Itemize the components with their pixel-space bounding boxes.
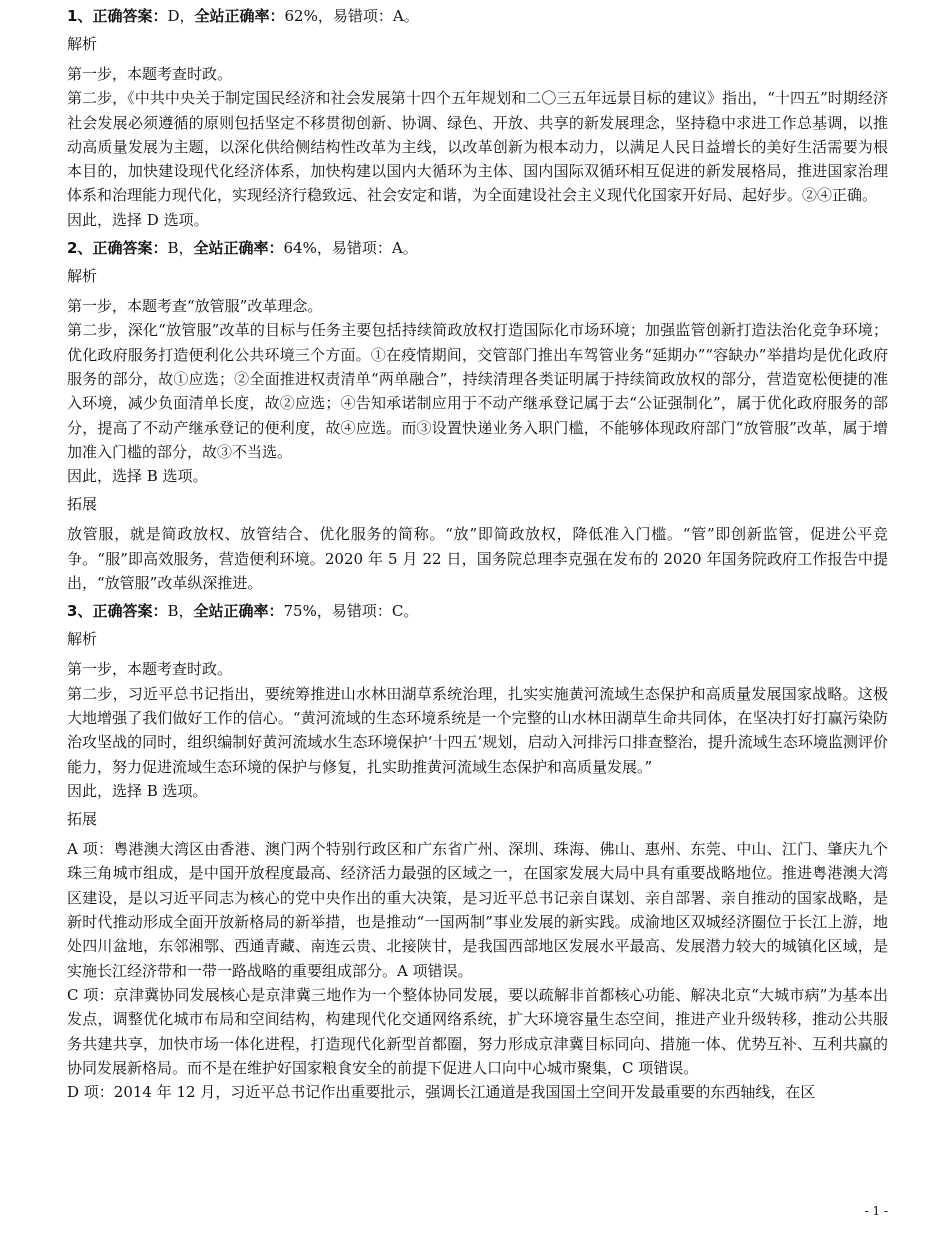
question-3-header (67, 599, 888, 623)
question-2-header (67, 236, 888, 260)
question-number: 3、 (67, 602, 93, 621)
analysis-conclusion: 因此，选择 D 选项。 (67, 210, 209, 229)
analysis-paragraph: 第一步，本题考查“放管服”改革理念。 (67, 297, 323, 316)
answer-value: D (167, 7, 180, 25)
accuracy-label: 全站正确率： (194, 7, 285, 25)
question-1 (67, 4, 888, 232)
common-mistake: ，易错项：C。 (316, 602, 419, 621)
common-mistake: ，易错项：A。 (316, 239, 418, 258)
extension-paragraph-d: D 项：2014 年 12 月，习近平总书记作出重要批示，强调长江通道是我国国土空间开发最重要的东西轴线，在区 (67, 1083, 816, 1102)
question-2 (67, 236, 888, 595)
accuracy-label: 全站正确率： (193, 602, 284, 621)
question-3 (67, 599, 888, 1104)
analysis-label: 解析 (67, 35, 98, 53)
extension-paragraph-a: A 项：粤港澳大湾区由香港、澳门两个特别行政区和广东省广州、深圳、珠海、佛山、惠州、东莞、中山、江门、肇庆九个珠三角城市组成，是中国开放程度最高、经济活力最强的区域之一，在国家发展大局中具有重要战略地位。推进粤港澳大湾区建设，是以习近平同志为核心的党中央作出的重大决策，是习近平总书记亲自谋划、亲自部署、亲自推动的国家战略，是新时代推动形成全面开放新格局的新举措，也是推动“一国两制”事业发展的新实践。成渝地区双城经济圈位于长江上游，地处四川盆地，东邻湘鄂、西通青藏、南连云贵、北接陕甘，是我国西部地区发展水平最高、发展潜力较大的城镇化区域，是实施长江经济带和一带一路战略的重要组成部分。A 项错误。 (67, 840, 888, 980)
question-number: 2、 (67, 239, 93, 258)
accuracy-value: 64% (283, 239, 317, 258)
analysis-conclusion: 因此，选择 B 选项。 (67, 781, 208, 800)
answer-value: B (167, 239, 179, 258)
extension-label: 拓展 (67, 495, 98, 514)
page-number: - 1 - (864, 1204, 888, 1218)
analysis-label: 解析 (67, 630, 98, 649)
extension-paragraph: 放管服，就是简政放权、放管结合、优化服务的简称。“放”即简政放权，降低准入门槛。“管”即创新监管，促进公平竞争。“服”即高效服务，营造便利环境。2020 年 5 月 22 日，国务院总理李克强在发布的 2020 年国务院政府工作报告中提出，“放管服”改革纵深推进。 (67, 525, 888, 593)
extension-paragraph-c: C 项：京津冀协同发展核心是京津冀三地作为一个整体协同发展，要以疏解非首都核心功能、解决北京“大城市病”为基本出发点，调整优化城市布局和空间结构，构建现代化交通网络系统，扩大环境容量生态空间，推进产业升级转移，推动公共服务共建共享，加快市场一体化进程，打造现代化新型首都圈，努力形成京津冀目标同向、措施一体、优势互补、互利共赢的协同发展新格局。而不是在维护好国家粮食安全的前提下促进人口向中心城市聚集，C 项错误。 (67, 985, 888, 1077)
analysis-paragraph: 第一步，本题考查时政。 (67, 65, 233, 83)
question-1-header (67, 4, 888, 28)
analysis-conclusion: 因此，选择 B 选项。 (67, 467, 208, 486)
analysis-paragraph: 第一步，本题考查时政。 (67, 660, 233, 679)
separator: ， (178, 239, 194, 258)
accuracy-value: 62% (284, 7, 318, 25)
extension-label: 拓展 (67, 810, 98, 829)
separator: ， (179, 7, 195, 25)
analysis-label: 解析 (67, 267, 98, 286)
analysis-paragraph: 第二步，《中共中央关于制定国民经济和社会发展第十四个五年规划和二〇三五年远景目标的建议》指出，“十四五”时期经济社会发展必须遵循的原则包括坚定不移贯彻创新、协调、绿色、开放、共享的新发展理念，坚持稳中求进工作总基调，以推动高质量发展为主题，以深化供给侧结构性改革为主线，以改革创新为根本动力，以满足人民日益增长的美好生活需要为根本目的，加快建设现代化经济体系，加快构建以国内大循环为主体、国内国际双循环相互促进的新发展格局，推进国家治理体系和治理能力现代化，实现经济行稳致远、社会安定和谐，为全面建设社会主义现代化国家开好局、起好步。②④正确。 (67, 89, 888, 205)
accuracy-label: 全站正确率： (193, 239, 284, 258)
accuracy-value: 75% (283, 602, 317, 621)
separator: ， (178, 602, 194, 621)
answer-value: B (167, 602, 179, 621)
analysis-paragraph: 第二步，深化“放管服”改革的目标与任务主要包括持续简政放权打造国际化市场环境；加强监管创新打造法治化竞争环境；优化政府服务打造便利化公共环境三个方面。①在疫情期间，交管部门推出车驾管业务“延期办”“容缺办”举措均是优化政府服务的部分，故①应选；②全面推进权责清单“两单融合”，持续清理各类证明属于持续简政放权的部分，营造宽松便捷的准入环境，减少负面清单长度，故②应选；④告知承诺制应用于不动产继承登记属于去“公证强制化”，属于优化政府服务的部分，提高了不动产继承登记的便利度，故④应选。而③设置快递业务入职门槛，不能够体现政府部门“放管服”改革，属于增加准入门槛的部分，故③不当选。 (67, 321, 888, 461)
answer-label: 正确答案： (92, 239, 168, 258)
analysis-paragraph: 第二步，习近平总书记指出，要统筹推进山水林田湖草系统治理，扎实实施黄河流域生态保护和高质量发展国家战略。这极大地增强了我们做好工作的信心。“黄河流域的生态环境系统是一个完整的山水林田湖草生命共同体，在坚决打好打赢污染防治攻坚战的同时，组织编制好黄河流域水生态环境保护‘十四五’规划，启动入河排污口排查整治，提升流域生态环境监测评价能力，努力促进流域生态环境的保护与修复，扎实助推黄河流域生态保护和高质量发展。” (67, 684, 888, 776)
answer-label: 正确答案： (92, 7, 168, 25)
answer-label: 正确答案： (92, 602, 168, 621)
common-mistake: ，易错项：A。 (317, 7, 419, 25)
question-number: 1、 (67, 7, 93, 25)
